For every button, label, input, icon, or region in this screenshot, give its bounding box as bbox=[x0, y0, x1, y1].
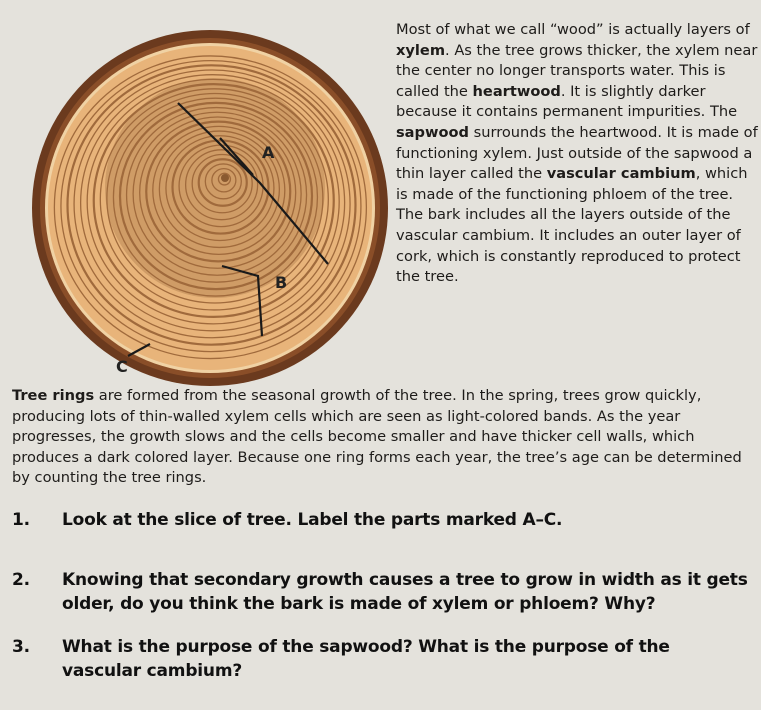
label-c: C bbox=[116, 357, 128, 376]
term-sapwood: sapwood bbox=[396, 123, 469, 141]
question-number: 3. bbox=[12, 637, 30, 657]
question-2 bbox=[12, 568, 752, 616]
tree-slice-diagram bbox=[10, 18, 390, 388]
term-xylem: xylem bbox=[396, 41, 446, 59]
tree-slice-image bbox=[32, 30, 388, 386]
question-text: Knowing that secondary growth causes a tree to grow in width as it gets older, do you think the bark is made of xylem or phloem? Why? bbox=[62, 570, 748, 614]
question-number: 2. bbox=[12, 570, 30, 590]
bark-paragraph: The bark includes all the layers outside of the vascular cambium. It includes an outer layer of cork, which is constantly reproduced to protect the tree. bbox=[396, 206, 741, 286]
label-a: A bbox=[262, 143, 275, 162]
question-number: 1. bbox=[12, 510, 30, 530]
question-text: What is the purpose of the sapwood? What is the purpose of the vascular cambium? bbox=[62, 637, 670, 681]
label-b: B bbox=[275, 273, 288, 292]
term-heartwood: heartwood bbox=[472, 82, 561, 100]
question-3 bbox=[12, 635, 752, 683]
question-1 bbox=[12, 508, 752, 532]
term-tree-rings: Tree rings bbox=[12, 387, 95, 404]
question-text: Look at the slice of tree. Label the parts marked A–C. bbox=[62, 510, 563, 530]
wood-description bbox=[396, 20, 758, 288]
term-vascular-cambium: vascular cambium bbox=[546, 165, 696, 183]
wood-paragraph: Most of what we call “wood” is actually layers of xylem. As the tree grows thicker, the xylem near the center no longer transports water. This is called the heartwood. It is slightly darker because it contains permanent impurities. The sapwood surrounds the heartwood. It is made of functioning xylem. Just outside of the sapwood a thin layer called the vascular cambium, which is made of the functioning phloem of the tree. bbox=[396, 21, 758, 203]
tree-rings-paragraph: Tree rings are formed from the seasonal growth of the tree. In the spring, trees grow quickly, producing lots of thin-walled xylem cells which are seen as light-colored bands. As the year progresses, the growth slows and the cells become smaller and have thicker cell walls, which produces a dark colored layer. Because one ring forms each year, the tree’s age can be determined by counting the tree rings. bbox=[12, 387, 742, 487]
